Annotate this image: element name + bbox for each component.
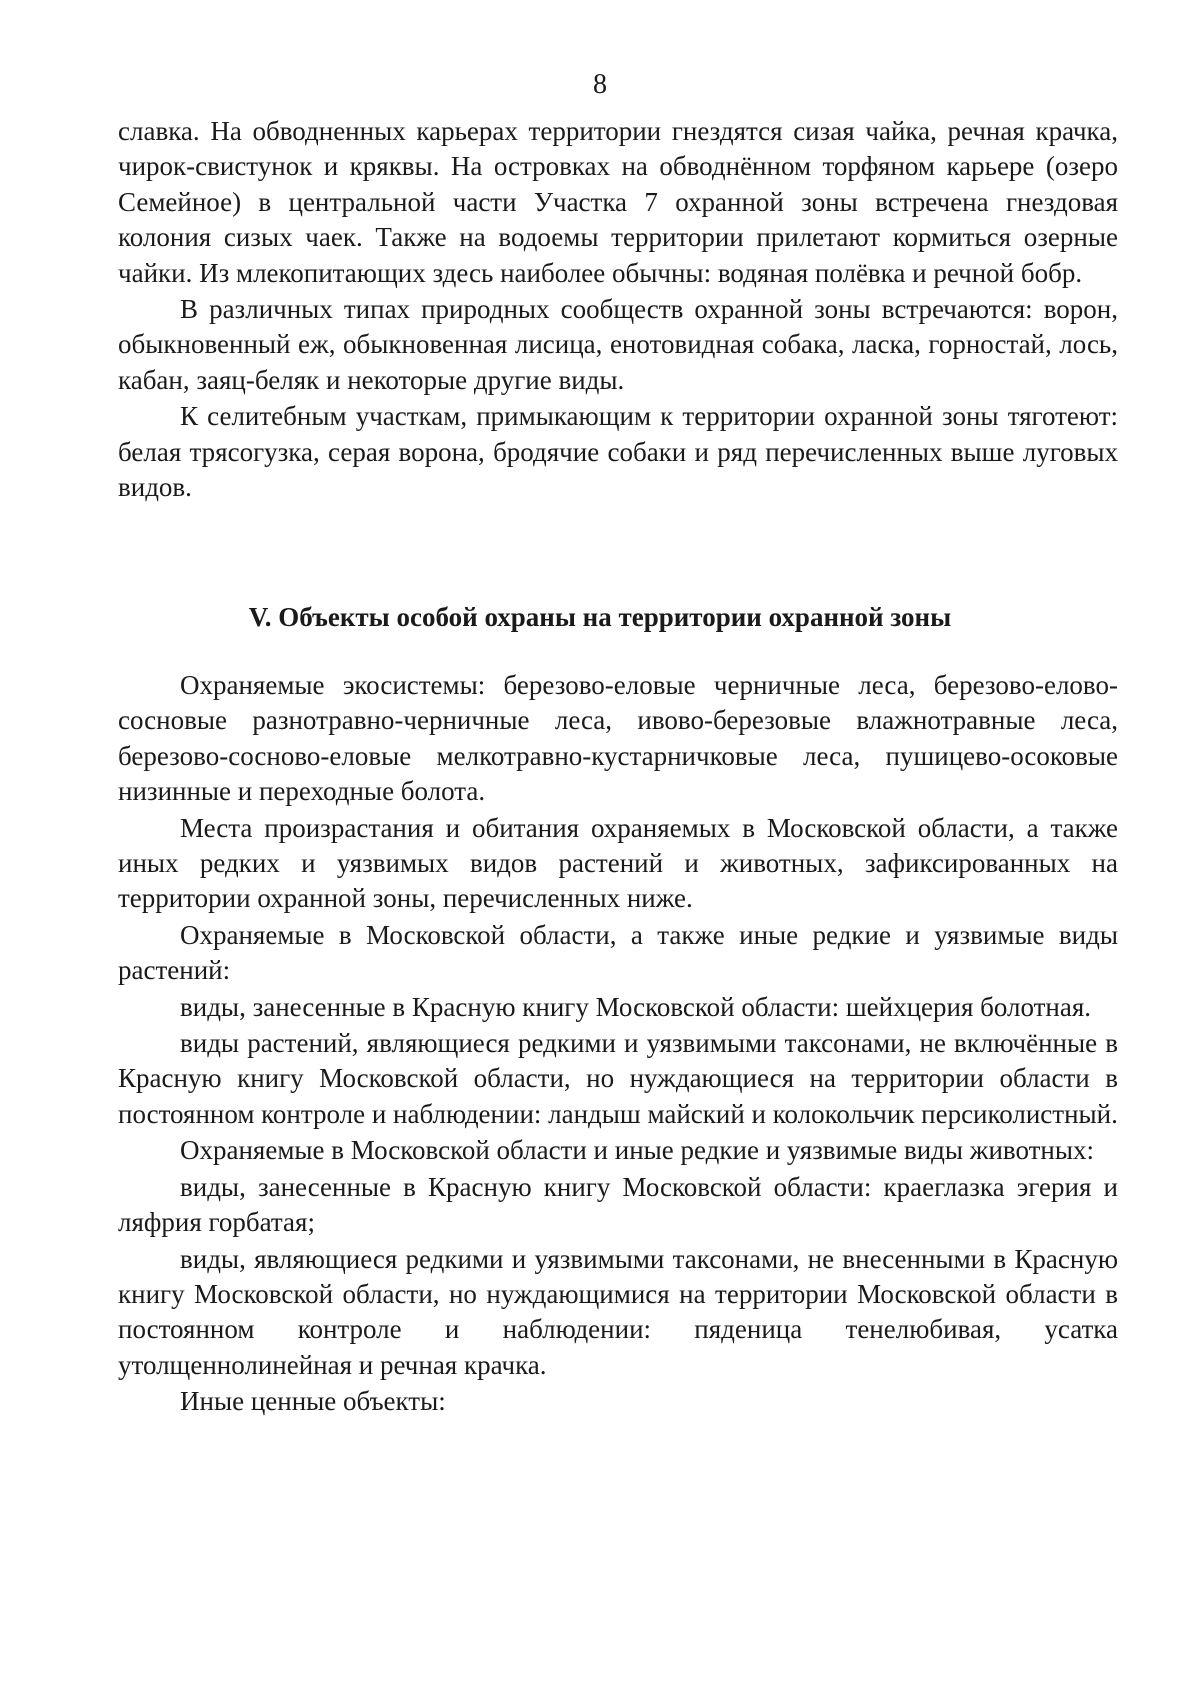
paragraph: виды, занесенные в Красную книгу Московской области: краеглазка эгерия и ляфрия горбатая; — [118, 1171, 1118, 1238]
paragraph: виды растений, являющиеся редкими и уязвимыми таксонами, не включённые в Красную книгу Московской области, но нуждающиеся на территории области в постоянном контроле и наблюдении: ландыш майский и колокольчик персиколистный. — [118, 1028, 1118, 1129]
paragraph: Охраняемые в Московской области и иные редкие и уязвимые виды животных: — [180, 1135, 1094, 1166]
page-number: 8 — [593, 69, 607, 100]
paragraph: Охраняемые в Московской области, а также иные редкие и уязвимые виды растений: — [118, 919, 1118, 986]
paragraph: Охраняемые экосистемы: березово-еловые черничные леса, березово-елово-сосновые разнотравно-черничные леса, ивово-березовые влажнотравные леса, березово-сосново-еловые мелкотравно-кустарничковые леса, пушицево-осоковые низинные и переходные болота. — [118, 670, 1118, 807]
paragraph: К селитебным участкам, примыкающим к территории охранной зоны тяготеют: белая трясогузка, серая ворона, бродячие собаки и ряд перечисленных выше луговых видов. — [118, 401, 1118, 503]
top-text-block — [118, 114, 1118, 506]
section-text-block — [118, 668, 1118, 1421]
paragraph: В различных типах природных сообществ охранной зоны встречаются: ворон, обыкновенный еж, обыкновенная лисица, енотовидная собака, ласка, горностай, лось, кабан, заяц-беляк и некоторые другие виды. — [118, 294, 1118, 395]
paragraph: славка. На обводненных карьерах территории гнездятся сизая чайка, речная крачка, чирок-свистунок и кряквы. На островках на обводнённом торфяном карьере (озеро Семейное) в центральной части Участка 7 охранной зоны встречена гнездовая колония сизых чаек. Также на водоемы территории прилетают кормиться озерные чайки. Из млекопитающих здесь наиболее обычны: водяная полёвка и речной бобр. — [118, 116, 1118, 288]
section-heading: V. Объекты особой охраны на территории охранной зоны — [248, 602, 952, 632]
paragraph: виды, являющиеся редкими и уязвимыми таксонами, не внесенными в Красную книгу Московской области, но нуждающимися на территории Московской области в постоянном контроле и наблюдении: пяденица тенелюбивая, усатка утолщеннолинейная и речная крачка. — [118, 1243, 1118, 1380]
paragraph: Иные ценные объекты: — [180, 1386, 446, 1417]
paragraph: виды, занесенные в Красную книгу Московской области: шейхцерия болотная. — [180, 991, 1092, 1022]
paragraph: Места произрастания и обитания охраняемых в Московской области, а также иных редких и уязвимых видов растений и животных, зафиксированных на территории охранной зоны, перечисленных ниже. — [118, 812, 1118, 914]
